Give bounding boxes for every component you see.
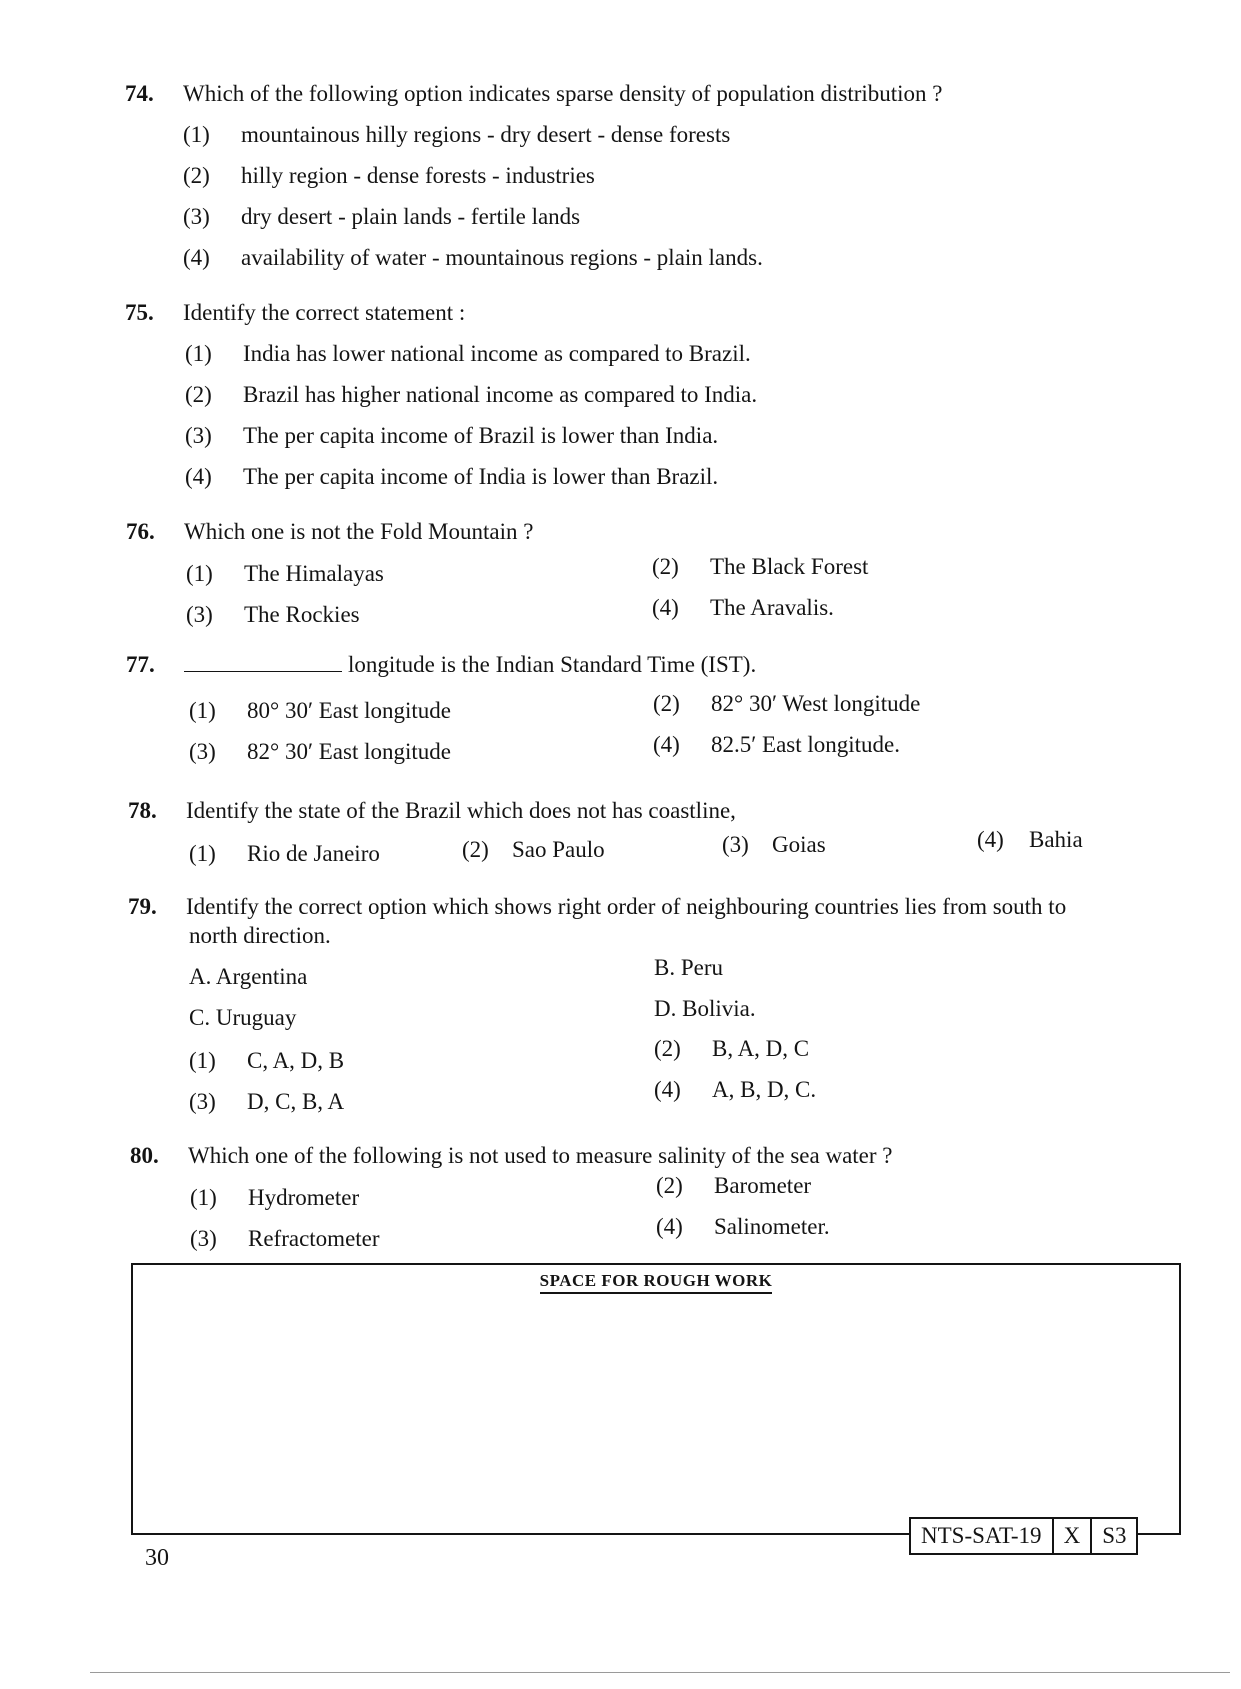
option: [654, 1076, 816, 1104]
option-text: Barometer: [714, 1173, 812, 1198]
option-text: A, B, D, C.: [712, 1077, 817, 1102]
option: [189, 738, 451, 766]
question-text: Which one of the following is not used to measure salinity of the sea water ?: [188, 1143, 893, 1168]
question-number: 75.: [125, 300, 154, 325]
option-text: The Black Forest: [710, 554, 869, 579]
option-number: (3): [722, 832, 749, 857]
option-number: (1): [189, 841, 216, 866]
option: [183, 244, 763, 272]
option: [652, 594, 834, 622]
option-number: (4): [185, 464, 212, 489]
option-number: (3): [189, 739, 216, 764]
rough-work-box: [131, 1263, 1181, 1535]
option-text: hilly region - dense forests - industries: [241, 163, 595, 188]
option-text: Sao Paulo: [512, 837, 605, 862]
option: [186, 601, 360, 629]
option-number: (3): [186, 602, 213, 627]
option-number: (2): [185, 382, 212, 407]
option: [185, 422, 718, 450]
option: [653, 731, 900, 759]
option: [189, 1047, 344, 1075]
option-number: (3): [190, 1226, 217, 1251]
question-number: 79.: [128, 894, 157, 919]
option-text: The Aravalis.: [710, 595, 834, 620]
option-number: (2): [654, 1036, 681, 1061]
option-number: (4): [654, 1077, 681, 1102]
option-number: (4): [183, 245, 210, 270]
class-code: X: [1054, 1519, 1093, 1553]
option-text: B, A, D, C: [712, 1036, 810, 1061]
option: [652, 553, 868, 581]
question-text: Identify the correct statement :: [183, 300, 466, 325]
option-number: (4): [653, 732, 680, 757]
page-number: 30: [145, 1545, 169, 1571]
set-code: S3: [1102, 1523, 1127, 1548]
option: [653, 690, 920, 718]
option: [183, 121, 730, 149]
list-item: B. Peru: [654, 955, 723, 980]
option-number: (1): [189, 698, 216, 723]
option: [189, 840, 380, 868]
option-number: (1): [183, 122, 210, 147]
question-number: 80.: [130, 1143, 159, 1168]
answer-blank: [184, 653, 342, 672]
option-text: C, A, D, B: [247, 1048, 345, 1073]
option: [189, 697, 451, 725]
option-number: (2): [462, 837, 489, 862]
option: [185, 463, 718, 491]
option: [977, 826, 1083, 854]
question-number: 74.: [125, 81, 154, 106]
option-text: dry desert - plain lands - fertile lands: [241, 204, 581, 229]
option-number: (4): [652, 595, 679, 620]
option: [185, 340, 751, 368]
question-number: 78.: [128, 798, 157, 823]
question-text: Which one is not the Fold Mountain ?: [184, 519, 534, 544]
option: [190, 1225, 380, 1253]
option-number: (4): [656, 1214, 683, 1239]
page-edge-line: [90, 1672, 1230, 1673]
option-number: (4): [977, 827, 1004, 852]
question-text-with-blank: [184, 651, 756, 679]
option-text: Brazil has higher national income as compared to India.: [243, 382, 758, 407]
option: [722, 831, 826, 859]
list-item: C. Uruguay: [189, 1005, 297, 1030]
option-number: (1): [190, 1185, 217, 1210]
option-text: mountainous hilly regions - dry desert - dense forests: [241, 122, 731, 147]
option-text: Hydrometer: [248, 1185, 360, 1210]
option-text: D, C, B, A: [247, 1089, 345, 1114]
option-number: (3): [185, 423, 212, 448]
list-item: A. Argentina: [189, 964, 308, 989]
option-text: India has lower national income as compared to Brazil.: [243, 341, 751, 366]
option-number: (2): [656, 1173, 683, 1198]
option-text: The Rockies: [244, 602, 360, 627]
option-number: (3): [183, 204, 210, 229]
question-text: Identify the state of the Brazil which does not has coastline,: [186, 798, 736, 823]
question-number: 76.: [126, 519, 155, 544]
option-text: 82° 30′ East longitude: [247, 739, 451, 764]
option-text: The per capita income of India is lower than Brazil.: [243, 464, 719, 489]
option: [183, 203, 580, 231]
question-text: Which of the following option indicates sparse density of population distribution ?: [183, 81, 943, 106]
option: [656, 1172, 811, 1200]
option-text: Bahia: [1029, 827, 1083, 852]
question-text: longitude is the Indian Standard Time (IST).: [348, 652, 757, 677]
list-item: D. Bolivia.: [654, 996, 756, 1021]
option: [186, 560, 384, 588]
option-text: The per capita income of Brazil is lower than India.: [243, 423, 719, 448]
paper-code: NTS-SAT-19: [911, 1519, 1054, 1553]
paper-code-box: [909, 1517, 1138, 1555]
option-number: (1): [186, 561, 213, 586]
option-text: Refractometer: [248, 1226, 380, 1251]
option-number: (3): [189, 1089, 216, 1114]
option-text: The Himalayas: [244, 561, 384, 586]
option: [656, 1213, 830, 1241]
option-number: (1): [189, 1048, 216, 1073]
rough-work-title: SPACE FOR ROUGH WORK: [133, 1271, 1179, 1291]
option-text: Goias: [772, 832, 826, 857]
option: [185, 381, 757, 409]
option: [183, 162, 595, 190]
option: [654, 1035, 809, 1063]
option-number: (2): [652, 554, 679, 579]
option: [189, 1088, 344, 1116]
option-number: (1): [185, 341, 212, 366]
option: [190, 1184, 359, 1212]
option-text: Salinometer.: [714, 1214, 830, 1239]
question-number: 77.: [126, 652, 155, 677]
option: [462, 836, 605, 864]
option-number: (2): [653, 691, 680, 716]
question-text-continued: north direction.: [189, 923, 331, 948]
option-text: 82.5′ East longitude.: [711, 732, 901, 757]
option-text: 80° 30′ East longitude: [247, 698, 451, 723]
option-number: (2): [183, 163, 210, 188]
option-text: availability of water - mountainous regions - plain lands.: [241, 245, 763, 270]
option-text: Rio de Janeiro: [247, 841, 380, 866]
option-text: 82° 30′ West longitude: [711, 691, 921, 716]
question-text: Identify the correct option which shows right order of neighbouring countries lies from south to: [186, 894, 1067, 919]
